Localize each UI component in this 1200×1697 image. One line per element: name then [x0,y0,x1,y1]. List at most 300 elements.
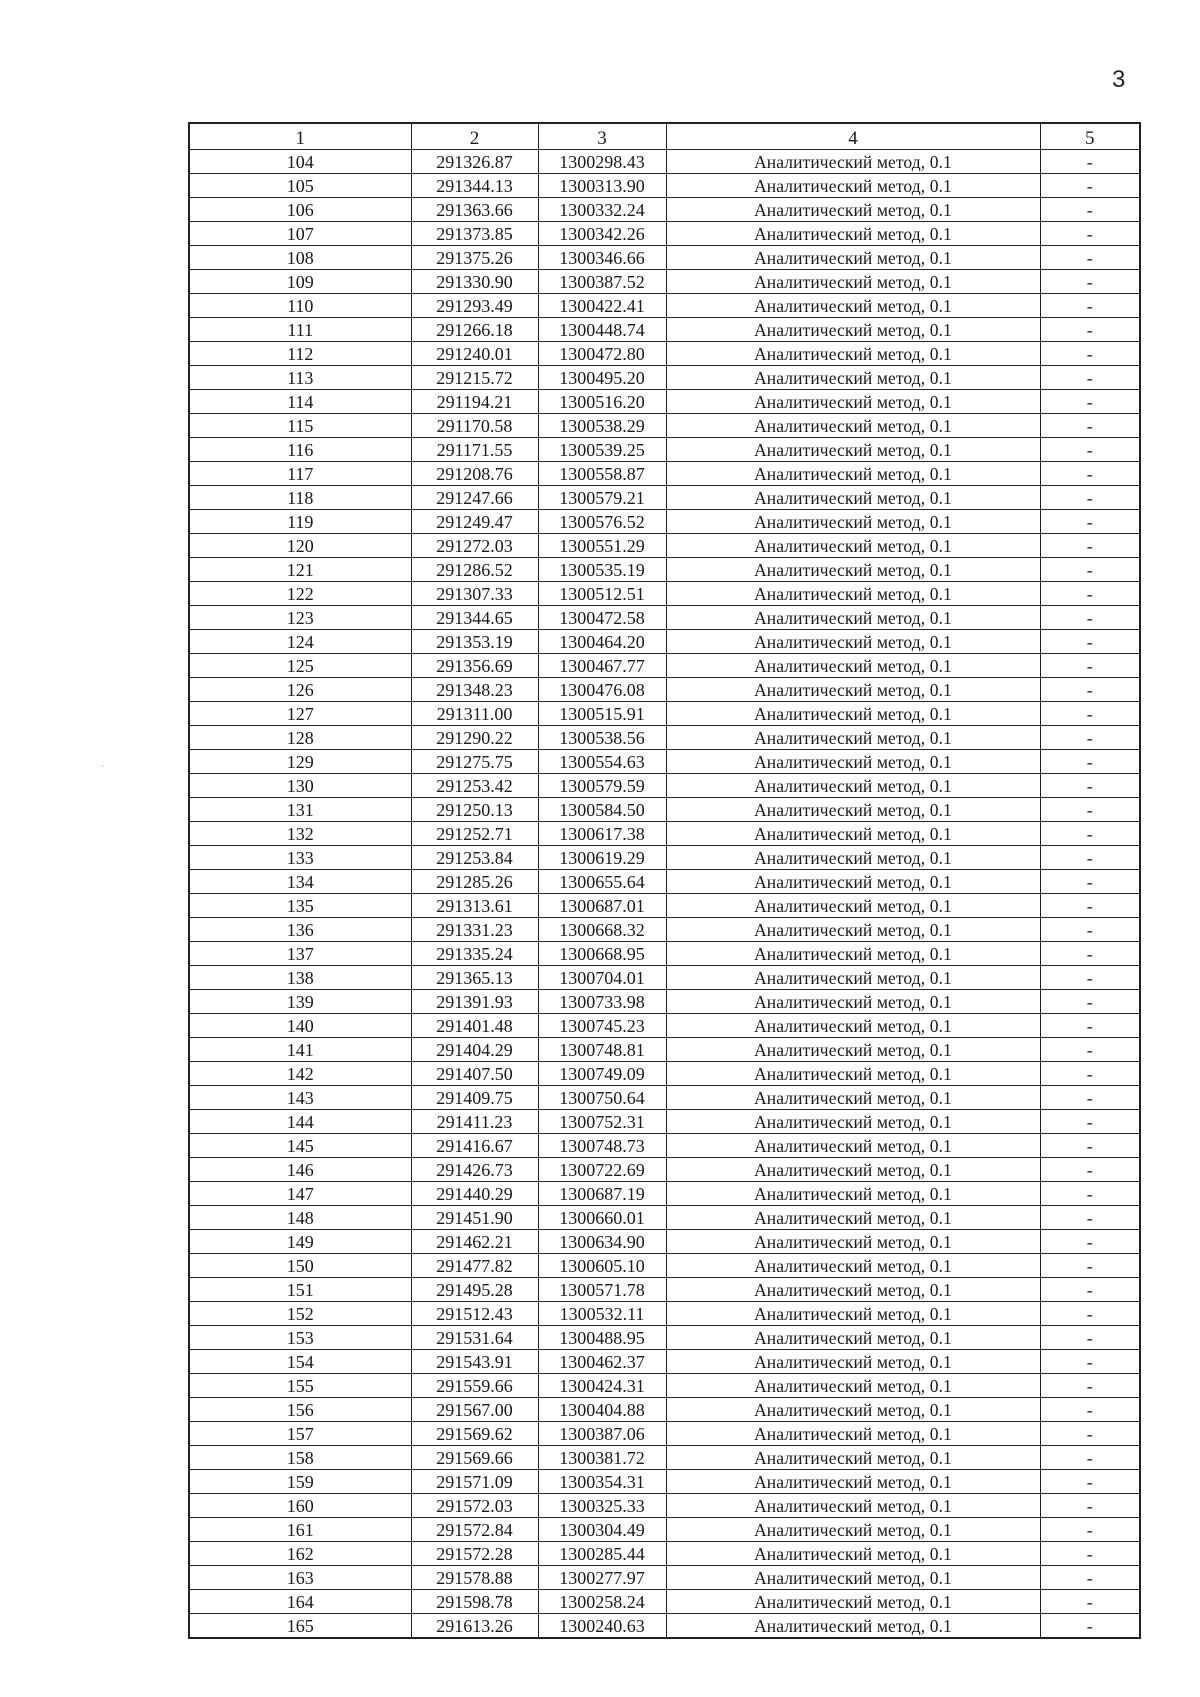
notes-cell: - [1040,654,1140,678]
point-number-cell: 148 [189,1206,411,1230]
method-cell: Аналитический метод, 0.1 [666,846,1040,870]
point-number-cell: 150 [189,1254,411,1278]
table-row [189,1206,1140,1230]
table-row [189,798,1140,822]
notes-cell: - [1040,1494,1140,1518]
x-coordinate-cell: 291252.71 [411,822,538,846]
point-number-cell: 114 [189,390,411,414]
method-cell: Аналитический метод, 0.1 [666,174,1040,198]
y-coordinate-cell: 1300304.49 [538,1518,666,1542]
point-number-cell: 116 [189,438,411,462]
table-row [189,678,1140,702]
x-coordinate-cell: 291569.66 [411,1446,538,1470]
x-coordinate-cell: 291416.67 [411,1134,538,1158]
method-cell: Аналитический метод, 0.1 [666,1422,1040,1446]
x-coordinate-cell: 291335.24 [411,942,538,966]
table-row [189,582,1140,606]
y-coordinate-cell: 1300462.37 [538,1350,666,1374]
x-coordinate-cell: 291171.55 [411,438,538,462]
table-row [189,558,1140,582]
x-coordinate-cell: 291373.85 [411,222,538,246]
table-row [189,1614,1140,1639]
table-row [189,1302,1140,1326]
notes-cell: - [1040,1398,1140,1422]
point-number-cell: 104 [189,150,411,174]
x-coordinate-cell: 291613.26 [411,1614,538,1639]
table-row [189,1086,1140,1110]
method-cell: Аналитический метод, 0.1 [666,1614,1040,1639]
x-coordinate-cell: 291344.65 [411,606,538,630]
point-number-cell: 106 [189,198,411,222]
x-coordinate-cell: 291495.28 [411,1278,538,1302]
point-number-cell: 143 [189,1086,411,1110]
table-row [189,534,1140,558]
table-row [189,1254,1140,1278]
notes-cell: - [1040,246,1140,270]
table-row [189,1566,1140,1590]
table-row [189,1278,1140,1302]
point-number-cell: 118 [189,486,411,510]
y-coordinate-cell: 1300381.72 [538,1446,666,1470]
notes-cell: - [1040,1086,1140,1110]
x-coordinate-cell: 291266.18 [411,318,538,342]
table-row [189,726,1140,750]
point-number-cell: 111 [189,318,411,342]
notes-cell: - [1040,1254,1140,1278]
method-cell: Аналитический метод, 0.1 [666,654,1040,678]
point-number-cell: 142 [189,1062,411,1086]
x-coordinate-cell: 291404.29 [411,1038,538,1062]
method-cell: Аналитический метод, 0.1 [666,582,1040,606]
method-cell: Аналитический метод, 0.1 [666,966,1040,990]
y-coordinate-cell: 1300258.24 [538,1590,666,1614]
method-cell: Аналитический метод, 0.1 [666,222,1040,246]
point-number-cell: 117 [189,462,411,486]
y-coordinate-cell: 1300298.43 [538,150,666,174]
x-coordinate-cell: 291348.23 [411,678,538,702]
point-number-cell: 123 [189,606,411,630]
table-row [189,1590,1140,1614]
method-cell: Аналитический метод, 0.1 [666,1542,1040,1566]
x-coordinate-cell: 291572.84 [411,1518,538,1542]
y-coordinate-cell: 1300448.74 [538,318,666,342]
y-coordinate-cell: 1300464.20 [538,630,666,654]
method-cell: Аналитический метод, 0.1 [666,558,1040,582]
y-coordinate-cell: 1300532.11 [538,1302,666,1326]
notes-cell: - [1040,966,1140,990]
notes-cell: - [1040,342,1140,366]
method-cell: Аналитический метод, 0.1 [666,1350,1040,1374]
notes-cell: - [1040,1350,1140,1374]
y-coordinate-cell: 1300745.23 [538,1014,666,1038]
point-number-cell: 159 [189,1470,411,1494]
x-coordinate-cell: 291409.75 [411,1086,538,1110]
method-cell: Аналитический метод, 0.1 [666,1470,1040,1494]
notes-cell: - [1040,150,1140,174]
y-coordinate-cell: 1300472.80 [538,342,666,366]
point-number-cell: 109 [189,270,411,294]
table-row [189,1470,1140,1494]
point-number-cell: 139 [189,990,411,1014]
x-coordinate-cell: 291598.78 [411,1590,538,1614]
method-cell: Аналитический метод, 0.1 [666,510,1040,534]
method-cell: Аналитический метод, 0.1 [666,822,1040,846]
x-coordinate-cell: 291249.47 [411,510,538,534]
notes-cell: - [1040,558,1140,582]
table-row [189,222,1140,246]
y-coordinate-cell: 1300748.81 [538,1038,666,1062]
notes-cell: - [1040,222,1140,246]
x-coordinate-cell: 291567.00 [411,1398,538,1422]
method-cell: Аналитический метод, 0.1 [666,1134,1040,1158]
notes-cell: - [1040,1542,1140,1566]
table-row [189,294,1140,318]
y-coordinate-cell: 1300752.31 [538,1110,666,1134]
notes-cell: - [1040,438,1140,462]
x-coordinate-cell: 291331.23 [411,918,538,942]
x-coordinate-cell: 291170.58 [411,414,538,438]
y-coordinate-cell: 1300551.29 [538,534,666,558]
point-number-cell: 131 [189,798,411,822]
notes-cell: - [1040,1062,1140,1086]
y-coordinate-cell: 1300634.90 [538,1230,666,1254]
y-coordinate-cell: 1300467.77 [538,654,666,678]
x-coordinate-cell: 291375.26 [411,246,538,270]
y-coordinate-cell: 1300332.24 [538,198,666,222]
point-number-cell: 128 [189,726,411,750]
point-number-cell: 120 [189,534,411,558]
x-coordinate-cell: 291440.29 [411,1182,538,1206]
method-cell: Аналитический метод, 0.1 [666,294,1040,318]
x-coordinate-cell: 291462.21 [411,1230,538,1254]
x-coordinate-cell: 291578.88 [411,1566,538,1590]
y-coordinate-cell: 1300535.19 [538,558,666,582]
x-coordinate-cell: 291571.09 [411,1470,538,1494]
x-coordinate-cell: 291569.62 [411,1422,538,1446]
x-coordinate-cell: 291240.01 [411,342,538,366]
y-coordinate-cell: 1300495.20 [538,366,666,390]
notes-cell: - [1040,1134,1140,1158]
table-row [189,1542,1140,1566]
table-row [189,318,1140,342]
method-cell: Аналитический метод, 0.1 [666,1086,1040,1110]
point-number-cell: 151 [189,1278,411,1302]
point-number-cell: 115 [189,414,411,438]
point-number-cell: 132 [189,822,411,846]
y-coordinate-cell: 1300605.10 [538,1254,666,1278]
table-row [189,774,1140,798]
point-number-cell: 158 [189,1446,411,1470]
table-row [189,366,1140,390]
y-coordinate-cell: 1300387.52 [538,270,666,294]
point-number-cell: 140 [189,1014,411,1038]
x-coordinate-cell: 291559.66 [411,1374,538,1398]
column-header-x: 2 [411,123,538,150]
x-coordinate-cell: 291572.03 [411,1494,538,1518]
method-cell: Аналитический метод, 0.1 [666,1590,1040,1614]
notes-cell: - [1040,942,1140,966]
x-coordinate-cell: 291356.69 [411,654,538,678]
notes-cell: - [1040,1470,1140,1494]
column-header-point-number: 1 [189,123,411,150]
method-cell: Аналитический метод, 0.1 [666,726,1040,750]
notes-cell: - [1040,366,1140,390]
table-row [189,918,1140,942]
y-coordinate-cell: 1300488.95 [538,1326,666,1350]
x-coordinate-cell: 291363.66 [411,198,538,222]
point-number-cell: 134 [189,870,411,894]
table-row [189,1134,1140,1158]
method-cell: Аналитический метод, 0.1 [666,750,1040,774]
table-row [189,1158,1140,1182]
point-number-cell: 149 [189,1230,411,1254]
notes-cell: - [1040,918,1140,942]
point-number-cell: 152 [189,1302,411,1326]
method-cell: Аналитический метод, 0.1 [666,942,1040,966]
y-coordinate-cell: 1300472.58 [538,606,666,630]
point-number-cell: 126 [189,678,411,702]
notes-cell: - [1040,990,1140,1014]
method-cell: Аналитический метод, 0.1 [666,198,1040,222]
notes-cell: - [1040,750,1140,774]
y-coordinate-cell: 1300668.32 [538,918,666,942]
x-coordinate-cell: 291247.66 [411,486,538,510]
notes-cell: - [1040,1566,1140,1590]
x-coordinate-cell: 291477.82 [411,1254,538,1278]
notes-cell: - [1040,1278,1140,1302]
y-coordinate-cell: 1300558.87 [538,462,666,486]
table-row [189,438,1140,462]
notes-cell: - [1040,486,1140,510]
table-row [189,1014,1140,1038]
y-coordinate-cell: 1300704.01 [538,966,666,990]
method-cell: Аналитический метод, 0.1 [666,414,1040,438]
y-coordinate-cell: 1300516.20 [538,390,666,414]
y-coordinate-cell: 1300584.50 [538,798,666,822]
header-row [189,123,1140,150]
y-coordinate-cell: 1300576.52 [538,510,666,534]
point-number-cell: 127 [189,702,411,726]
notes-cell: - [1040,798,1140,822]
method-cell: Аналитический метод, 0.1 [666,486,1040,510]
x-coordinate-cell: 291401.48 [411,1014,538,1038]
notes-cell: - [1040,846,1140,870]
method-cell: Аналитический метод, 0.1 [666,1278,1040,1302]
point-number-cell: 141 [189,1038,411,1062]
notes-cell: - [1040,1614,1140,1639]
table-row [189,822,1140,846]
y-coordinate-cell: 1300342.26 [538,222,666,246]
x-coordinate-cell: 291286.52 [411,558,538,582]
notes-cell: - [1040,1374,1140,1398]
table-row [189,654,1140,678]
table-row [189,1230,1140,1254]
y-coordinate-cell: 1300354.31 [538,1470,666,1494]
table-row [189,462,1140,486]
point-number-cell: 137 [189,942,411,966]
point-number-cell: 145 [189,1134,411,1158]
y-coordinate-cell: 1300687.01 [538,894,666,918]
method-cell: Аналитический метод, 0.1 [666,1446,1040,1470]
method-cell: Аналитический метод, 0.1 [666,462,1040,486]
notes-cell: - [1040,1590,1140,1614]
y-coordinate-cell: 1300476.08 [538,678,666,702]
method-cell: Аналитический метод, 0.1 [666,1326,1040,1350]
point-number-cell: 156 [189,1398,411,1422]
notes-cell: - [1040,606,1140,630]
y-coordinate-cell: 1300285.44 [538,1542,666,1566]
x-coordinate-cell: 291543.91 [411,1350,538,1374]
y-coordinate-cell: 1300733.98 [538,990,666,1014]
method-cell: Аналитический метод, 0.1 [666,342,1040,366]
point-number-cell: 136 [189,918,411,942]
table-row [189,750,1140,774]
point-number-cell: 164 [189,1590,411,1614]
y-coordinate-cell: 1300748.73 [538,1134,666,1158]
x-coordinate-cell: 291253.84 [411,846,538,870]
method-cell: Аналитический метод, 0.1 [666,246,1040,270]
method-cell: Аналитический метод, 0.1 [666,678,1040,702]
point-number-cell: 110 [189,294,411,318]
method-cell: Аналитический метод, 0.1 [666,702,1040,726]
y-coordinate-cell: 1300277.97 [538,1566,666,1590]
notes-cell: - [1040,390,1140,414]
notes-cell: - [1040,678,1140,702]
x-coordinate-cell: 291391.93 [411,990,538,1014]
point-number-cell: 135 [189,894,411,918]
method-cell: Аналитический метод, 0.1 [666,918,1040,942]
x-coordinate-cell: 291275.75 [411,750,538,774]
x-coordinate-cell: 291330.90 [411,270,538,294]
method-cell: Аналитический метод, 0.1 [666,1566,1040,1590]
column-header-method: 4 [666,123,1040,150]
method-cell: Аналитический метод, 0.1 [666,438,1040,462]
table-row [189,1038,1140,1062]
y-coordinate-cell: 1300539.25 [538,438,666,462]
x-coordinate-cell: 291293.49 [411,294,538,318]
column-header-y: 3 [538,123,666,150]
x-coordinate-cell: 291250.13 [411,798,538,822]
table-row [189,1494,1140,1518]
table-row [189,1422,1140,1446]
y-coordinate-cell: 1300619.29 [538,846,666,870]
y-coordinate-cell: 1300387.06 [538,1422,666,1446]
table-row [189,246,1140,270]
point-number-cell: 129 [189,750,411,774]
method-cell: Аналитический метод, 0.1 [666,1374,1040,1398]
point-number-cell: 147 [189,1182,411,1206]
y-coordinate-cell: 1300424.31 [538,1374,666,1398]
x-coordinate-cell: 291451.90 [411,1206,538,1230]
notes-cell: - [1040,1158,1140,1182]
method-cell: Аналитический метод, 0.1 [666,630,1040,654]
y-coordinate-cell: 1300346.66 [538,246,666,270]
y-coordinate-cell: 1300579.21 [538,486,666,510]
point-number-cell: 107 [189,222,411,246]
y-coordinate-cell: 1300325.33 [538,1494,666,1518]
table-row [189,1110,1140,1134]
method-cell: Аналитический метод, 0.1 [666,1062,1040,1086]
notes-cell: - [1040,510,1140,534]
table-row [189,414,1140,438]
x-coordinate-cell: 291307.33 [411,582,538,606]
method-cell: Аналитический метод, 0.1 [666,318,1040,342]
table-row [189,342,1140,366]
x-coordinate-cell: 291411.23 [411,1110,538,1134]
method-cell: Аналитический метод, 0.1 [666,1014,1040,1038]
point-number-cell: 121 [189,558,411,582]
notes-cell: - [1040,414,1140,438]
point-number-cell: 146 [189,1158,411,1182]
notes-cell: - [1040,174,1140,198]
notes-cell: - [1040,318,1140,342]
point-number-cell: 162 [189,1542,411,1566]
x-coordinate-cell: 291272.03 [411,534,538,558]
method-cell: Аналитический метод, 0.1 [666,534,1040,558]
table-row [189,486,1140,510]
notes-cell: - [1040,1206,1140,1230]
notes-cell: - [1040,630,1140,654]
notes-cell: - [1040,822,1140,846]
method-cell: Аналитический метод, 0.1 [666,774,1040,798]
method-cell: Аналитический метод, 0.1 [666,1230,1040,1254]
table-row [189,510,1140,534]
y-coordinate-cell: 1300538.29 [538,414,666,438]
notes-cell: - [1040,1182,1140,1206]
table-body [189,150,1140,1639]
point-number-cell: 133 [189,846,411,870]
table-row [189,990,1140,1014]
point-number-cell: 105 [189,174,411,198]
x-coordinate-cell: 291572.28 [411,1542,538,1566]
method-cell: Аналитический метод, 0.1 [666,606,1040,630]
x-coordinate-cell: 291285.26 [411,870,538,894]
method-cell: Аналитический метод, 0.1 [666,1182,1040,1206]
point-number-cell: 163 [189,1566,411,1590]
notes-cell: - [1040,294,1140,318]
notes-cell: - [1040,462,1140,486]
method-cell: Аналитический метод, 0.1 [666,270,1040,294]
point-number-cell: 112 [189,342,411,366]
y-coordinate-cell: 1300512.51 [538,582,666,606]
y-coordinate-cell: 1300687.19 [538,1182,666,1206]
method-cell: Аналитический метод, 0.1 [666,1206,1040,1230]
notes-cell: - [1040,774,1140,798]
y-coordinate-cell: 1300722.69 [538,1158,666,1182]
y-coordinate-cell: 1300554.63 [538,750,666,774]
table-row [189,870,1140,894]
table-row [189,1518,1140,1542]
notes-cell: - [1040,582,1140,606]
point-number-cell: 153 [189,1326,411,1350]
point-number-cell: 130 [189,774,411,798]
table-row [189,702,1140,726]
notes-cell: - [1040,702,1140,726]
method-cell: Аналитический метод, 0.1 [666,1398,1040,1422]
point-number-cell: 161 [189,1518,411,1542]
x-coordinate-cell: 291326.87 [411,150,538,174]
method-cell: Аналитический метод, 0.1 [666,1494,1040,1518]
x-coordinate-cell: 291208.76 [411,462,538,486]
y-coordinate-cell: 1300404.88 [538,1398,666,1422]
y-coordinate-cell: 1300655.64 [538,870,666,894]
notes-cell: - [1040,870,1140,894]
y-coordinate-cell: 1300617.38 [538,822,666,846]
point-number-cell: 155 [189,1374,411,1398]
x-coordinate-cell: 291194.21 [411,390,538,414]
notes-cell: - [1040,1038,1140,1062]
table-row [189,198,1140,222]
